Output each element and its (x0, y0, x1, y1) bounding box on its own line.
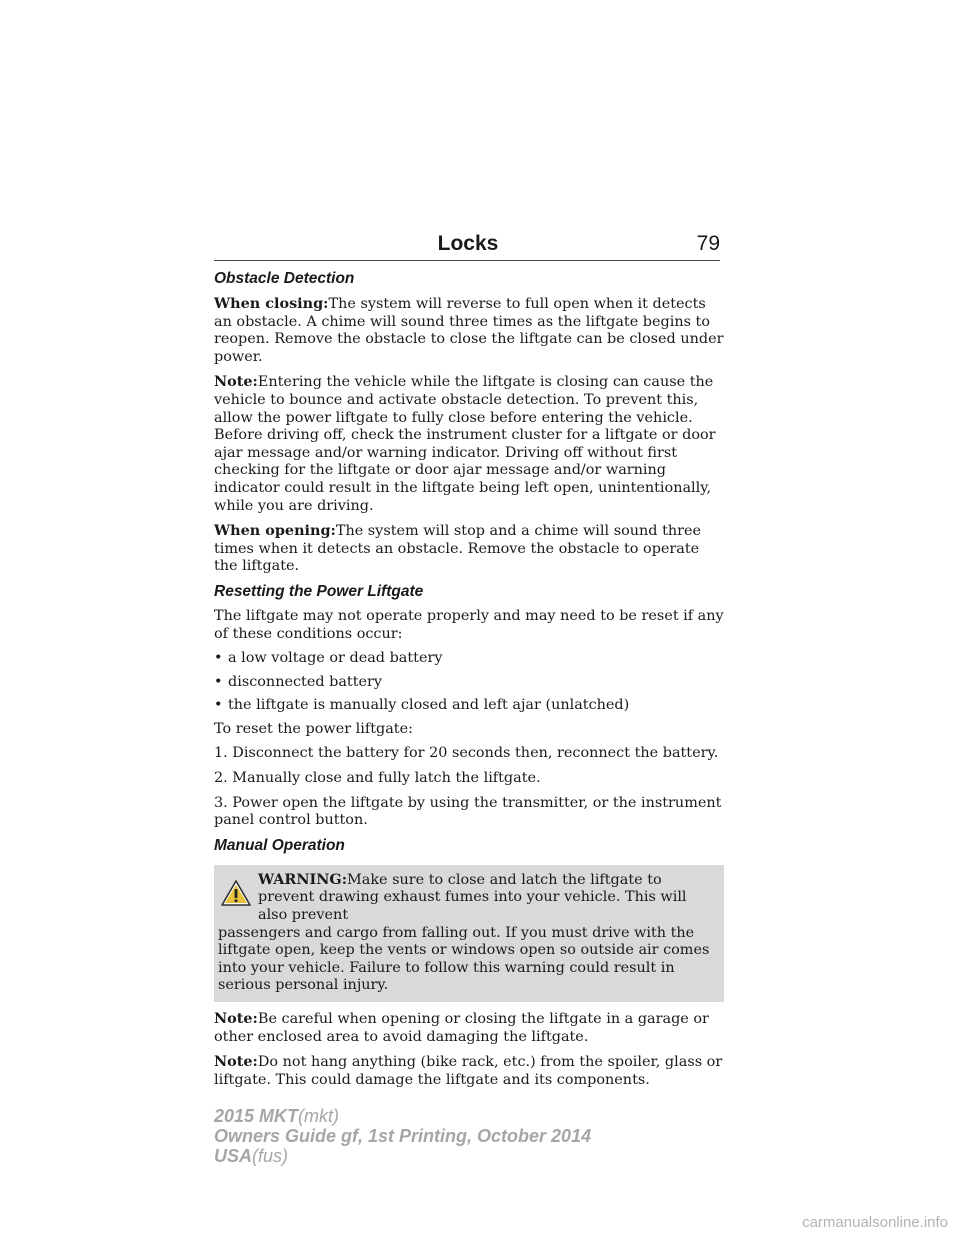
warning-box (214, 865, 724, 1002)
warning-triangle-icon (220, 879, 252, 907)
note-text: Do not hang anything (bike rack, etc.) from the spoiler, glass or liftgate. This could damage the liftgate and its components. (214, 1054, 723, 1088)
step-item: 3. Power open the liftgate by using the transmitter, or the instrument panel control button. (214, 794, 722, 829)
footer-line-1 (214, 1106, 591, 1126)
footer-model: 2015 MKT (214, 1106, 299, 1126)
warning-text-rest: passengers and cargo from falling out. If you must drive with the liftgate open, keep the vents or windows open so outside air comes into your vehicle. Failure to follow this warning could result in serious personal injury. (218, 924, 710, 994)
warning-first-lines (218, 871, 720, 925)
note-label: Note: (214, 1010, 258, 1027)
footer-region: USA (214, 1146, 253, 1166)
note-text: Entering the vehicle while the liftgate is closing can cause the vehicle to bounce and activate obstacle detection. To prevent this, allow the power liftgate to fully close before entering the vehicle. Before driving off, check the instrument cluster for a liftgate or door ajar message and/or warning indicator. Driving off without first checking for the liftgate or door ajar message and/or warning indicator could result in the liftgate being left open, unintentionally, while you are driving. (214, 374, 716, 514)
list-item-text: a low voltage or dead battery (228, 650, 443, 667)
obstacle-heading: Obstacle Detection (214, 270, 355, 287)
step-item: 1. Disconnect the battery for 20 seconds then, reconnect the battery. (214, 745, 719, 762)
reset-heading: Resetting the Power Liftgate (214, 582, 424, 600)
footer-region-code: (fus) (252, 1146, 289, 1166)
main-content (214, 270, 724, 1096)
note-paragraph (214, 1053, 724, 1089)
bullet-icon: • (214, 697, 223, 714)
page-footer (214, 1106, 591, 1166)
note-paragraph (214, 373, 724, 515)
step-item: 2. Manually close and fully latch the liftgate. (214, 770, 541, 787)
opening-label: When opening: (214, 522, 336, 540)
manual-heading: Manual Operation (214, 836, 345, 854)
warning-label: WARNING: (258, 870, 348, 888)
note-text: Be careful when opening or closing the liftgate in a garage or other enclosed area to avoid damaging the liftgate. (214, 1011, 709, 1045)
list-item-text: the liftgate is manually closed and left ajar (unlatched) (228, 697, 630, 714)
bullet-icon: • (214, 673, 223, 690)
opening-paragraph (214, 522, 724, 576)
reset-to: To reset the power liftgate: (214, 720, 413, 737)
note-label: Note: (214, 373, 258, 391)
watermark: carmanualsonline.info (802, 1214, 948, 1231)
list-item (214, 697, 724, 715)
footer-line-3 (214, 1146, 591, 1166)
note-paragraph (214, 1010, 724, 1046)
closing-label: When closing: (214, 295, 329, 312)
note-label: Note: (214, 1053, 258, 1071)
list-item (214, 674, 724, 692)
page-number: 79 (696, 232, 720, 255)
footer-model-code: (mkt) (298, 1106, 340, 1126)
reset-intro: The liftgate may not operate properly and may need to be reset if any of these conditions occur: (214, 607, 724, 642)
warning-text-first: Make sure to close and latch the liftgate to prevent drawing exhaust fumes into your vehicle. This will also prevent (258, 871, 687, 924)
page-title: Locks (437, 232, 499, 255)
page-header (214, 232, 720, 261)
list-item (214, 650, 724, 668)
closing-text: The system will reverse to full open when it detects an obstacle. A chime will sound three times as the liftgate begins to reopen. Remove the obstacle to close the liftgate can be closed under power. (214, 296, 724, 365)
footer-line-2: Owners Guide gf, 1st Printing, October 2014 (214, 1126, 592, 1146)
closing-paragraph (214, 295, 724, 366)
list-item-text: disconnected battery (228, 673, 383, 690)
opening-text: The system will stop and a chime will sound three times when it detects an obstacle. Remove the obstacle to operate the liftgate. (214, 523, 702, 575)
bullet-icon: • (214, 650, 223, 667)
